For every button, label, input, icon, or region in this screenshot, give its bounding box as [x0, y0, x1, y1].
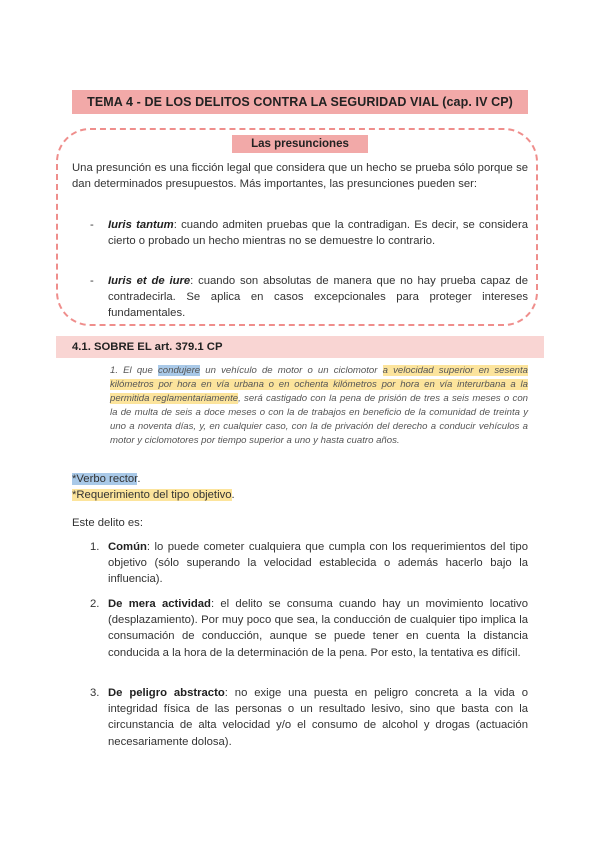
- list-number: 3.: [90, 687, 100, 699]
- legend-dot: .: [231, 489, 235, 501]
- quote-text: un vehículo de motor o un ciclomotor: [200, 365, 383, 376]
- requirement-highlight: a velocidad superior en sesenta kilómetros por hora en vía urbana o en ochenta kilómetros por hora en vía interurbana a la permitida reglamentariamente: [110, 365, 528, 405]
- list-item-text: [108, 596, 528, 661]
- list-number: 2.: [90, 598, 100, 610]
- list-number: 1.: [90, 541, 100, 553]
- term-description: : lo puede cometer cualquiera que cumpla con los requerimientos del tipo objetivo (sólo superando la velocidad establecida o además hacerlo bajo la influencia).: [108, 541, 528, 586]
- presunciones-heading: Las presunciones: [232, 135, 368, 153]
- list-item-text: [108, 539, 528, 588]
- legend-dot: .: [137, 473, 141, 485]
- term-iuris-et-de-iure: Iuris et de iure: [108, 275, 191, 287]
- term-mera-actividad: De mera actividad: [108, 598, 211, 610]
- presunciones-intro: Una presunción es una ficción legal que considera que un hecho se prueba sólo porque se dan determinados presupuestos. Más importantes, las presunciones pueden ser:: [72, 162, 528, 191]
- page-title: TEMA 4 - DE LOS DELITOS CONTRA LA SEGURIDAD VIAL (cap. IV CP): [72, 90, 528, 114]
- term-iuris-tantum: Iuris tantum: [108, 219, 174, 231]
- list-dash: -: [90, 219, 94, 231]
- section-heading: 4.1. SOBRE EL art. 379.1 CP: [56, 336, 544, 358]
- list-item-text: [108, 217, 528, 249]
- term-description: : cuando admiten pruebas que la contradigan. Es decir, se considera cierto o probado un hecho mientras no se demuestre lo contrario.: [108, 219, 528, 248]
- verb-highlight: condujere: [157, 365, 201, 376]
- term-comun: Común: [108, 541, 147, 553]
- article-quote: [110, 364, 528, 449]
- list-item-text: [108, 685, 528, 750]
- term-description: : cuando son absolutas de manera que no hay prueba capaz de contradecirla. Se aplica en casos excepcionales para proteger intereses fundamentales.: [108, 275, 528, 320]
- legend-requirement: [72, 487, 235, 503]
- delito-intro: Este delito es:: [72, 517, 143, 529]
- legend-verb-label: *Verbo rector: [72, 473, 138, 485]
- term-description: : el delito se consuma cuando hay un movimiento locativo (desplazamiento). Por muy poco que sea, la conducción de cualquier tipo implica la consumación de conducción, aunque se puede tener en cuenta la distancia conducida a la hora de la determinación de la pena. Por esto, la tentativa es difícil.: [108, 598, 528, 659]
- legend-verb: [72, 471, 140, 487]
- quote-text: , será castigado con la pena de prisión de tres a seis meses o con la de multa de seis a doce meses o con la de trabajos en beneficio de la comunidad de treinta y uno a noventa días, y, en cualquier caso, con la de privación del derecho a conducir vehículos a motor y ciclomotores por tiempo superior a uno y hasta cuatro años.: [110, 393, 529, 447]
- list-dash: -: [90, 275, 94, 287]
- term-description: : no exige una puesta en peligro concreta a la vida o integridad física de las personas o un resultado lesivo, sino que basta con la circunstancia de alta velocidad y/o el consumo de alcohol y drogas (actuación necesariamente dolosa).: [108, 687, 528, 748]
- list-item-text: [108, 273, 528, 322]
- term-peligro-abstracto: De peligro abstracto: [108, 687, 225, 699]
- legend-requirement-label: *Requerimiento del tipo objetivo: [72, 489, 232, 501]
- quote-text: 1. El que: [110, 365, 158, 376]
